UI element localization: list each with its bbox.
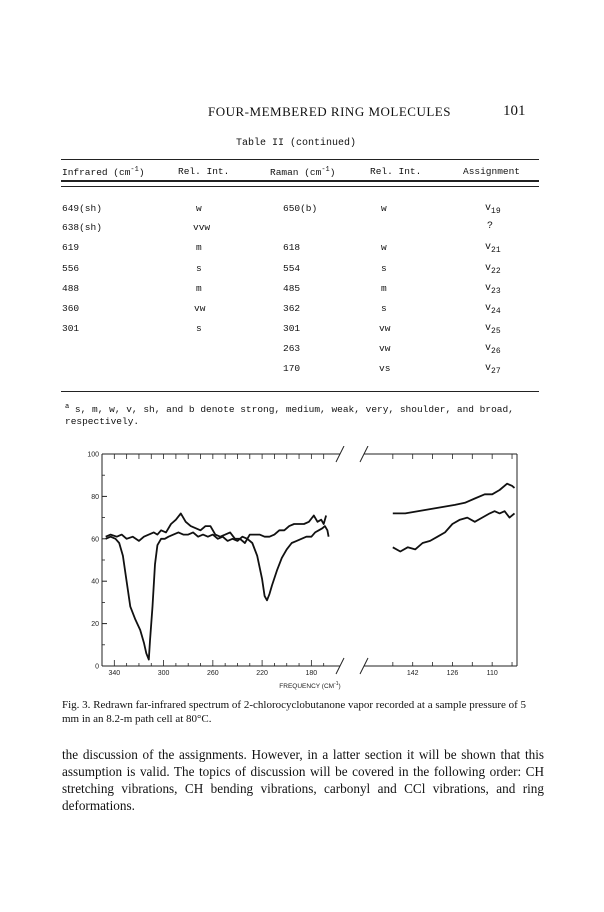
footnote-text: s, m, w, v, sh, and b denote strong, medium, weak, very, shoulder, and broad, respectively. xyxy=(65,404,514,428)
cell-ir-intensity: vvw xyxy=(193,222,211,233)
cell-assignment: $v_{23}$ xyxy=(485,283,501,296)
cell-raman: 618 xyxy=(283,242,301,253)
table-header-rule-2 xyxy=(61,186,539,187)
footnote-marker: a xyxy=(65,403,70,411)
running-title: FOUR-MEMBERED RING MOLECULES xyxy=(208,104,451,119)
x-tick-label: 180 xyxy=(305,670,318,677)
cell-raman: 485 xyxy=(283,283,301,294)
cell-ir-intensity: w xyxy=(196,203,202,214)
cell-assignment: $v_{21}$ xyxy=(485,242,501,255)
cell-assignment: $v_{27}$ xyxy=(485,363,501,376)
y-tick-label: 80 xyxy=(91,493,99,501)
figure-caption xyxy=(62,698,542,726)
cell-ir-intensity: s xyxy=(196,263,202,274)
cell-raman: 170 xyxy=(283,363,301,374)
cell-assignment: ? xyxy=(487,221,494,232)
chart-frame xyxy=(102,446,517,674)
cell-raman: 362 xyxy=(283,303,301,314)
cell-infrared: 301 xyxy=(62,323,80,334)
cell-raman-intensity: s xyxy=(381,303,387,314)
running-head xyxy=(0,104,604,124)
cell-ir-intensity: m xyxy=(196,242,202,253)
x-tick-label: 260 xyxy=(206,670,219,677)
cell-infrared: 649(sh) xyxy=(62,203,102,214)
cell-raman-intensity: vw xyxy=(379,323,391,334)
x-tick-label: 110 xyxy=(486,670,498,677)
x-tick-label: 340 xyxy=(108,670,121,677)
cell-infrared: 619 xyxy=(62,242,80,253)
cell-raman-intensity: w xyxy=(381,203,387,214)
y-tick-label: 0 xyxy=(95,663,99,671)
table-caption: Table II (continued) xyxy=(236,138,357,149)
spectrum-traces xyxy=(106,484,515,660)
cell-ir-intensity: m xyxy=(196,283,202,294)
figure-caption-text: Redrawn far-infrared spectrum of 2-chlorocyclobutanone vapor recorded at a sample pressure of 5 mm in an 8.2-m path cell at 80°C. xyxy=(62,699,527,725)
table-footnote xyxy=(65,401,545,428)
x-tick-label: 126 xyxy=(446,670,459,677)
header-rel-int-ir: Rel. Int. xyxy=(178,166,230,177)
cell-assignment: $v_{19}$ xyxy=(485,203,501,216)
cell-raman-intensity: s xyxy=(381,263,387,274)
cell-raman: 554 xyxy=(283,263,301,274)
cell-ir-intensity: s xyxy=(196,323,202,334)
x-axis xyxy=(108,660,512,677)
cell-raman: 301 xyxy=(283,323,301,334)
cell-assignment: $v_{25}$ xyxy=(485,323,501,336)
cell-raman: 650(b) xyxy=(283,203,318,214)
body-paragraph: the discussion of the assignments. However, in a latter section it will be shown that this assumption is valid. The topics of discussion will be covered in the following order: CH stretching vibrations, CH bending vibrations, carbonyl and CCl vibrations, and ring deformations. xyxy=(62,747,544,813)
cell-infrared: 360 xyxy=(62,303,80,314)
table-header-rule xyxy=(61,180,539,182)
table-bottom-rule xyxy=(61,391,539,392)
x-tick-label: 220 xyxy=(256,670,268,677)
cell-assignment: $v_{22}$ xyxy=(485,263,501,276)
cell-raman: 263 xyxy=(283,343,301,354)
y-tick-label: 60 xyxy=(91,536,99,544)
cell-raman-intensity: m xyxy=(381,283,387,294)
spectrum-trace-2-right xyxy=(393,511,515,551)
y-tick-label: 40 xyxy=(91,578,99,586)
spectrum-chart xyxy=(70,446,530,692)
header-infrared: Infrared $(cm^{-1})$ xyxy=(62,166,145,179)
cell-ir-intensity: vw xyxy=(194,303,206,314)
table-top-rule xyxy=(61,159,539,160)
header-assignment: Assignment xyxy=(463,166,521,177)
y-tick-label: 100 xyxy=(87,451,99,459)
spectrum-trace-1-left xyxy=(106,513,326,543)
header-raman: Raman $(cm^{-1})$ xyxy=(270,166,336,179)
cell-raman-intensity: vs xyxy=(379,363,391,374)
x-axis-label: FREQUENCY $(CM^{-1})$ xyxy=(279,681,341,690)
cell-infrared: 488 xyxy=(62,283,80,294)
spectrum-trace-1-right xyxy=(393,484,515,514)
cell-raman-intensity: vw xyxy=(379,343,391,354)
cell-raman-intensity: w xyxy=(381,242,387,253)
cell-assignment: $v_{26}$ xyxy=(485,343,501,356)
page-number: 101 xyxy=(503,103,526,119)
header-rel-int-raman: Rel. Int. xyxy=(370,166,422,177)
figure-label: Fig. 3. xyxy=(62,699,91,711)
x-tick-label: 300 xyxy=(157,670,170,677)
cell-infrared: 638(sh) xyxy=(62,222,102,233)
x-tick-label: 142 xyxy=(406,670,419,677)
cell-assignment: $v_{24}$ xyxy=(485,303,501,316)
spectrum-trace-2-left xyxy=(106,526,329,660)
y-axis xyxy=(87,452,107,671)
y-tick-label: 20 xyxy=(91,621,99,629)
cell-infrared: 556 xyxy=(62,263,80,274)
